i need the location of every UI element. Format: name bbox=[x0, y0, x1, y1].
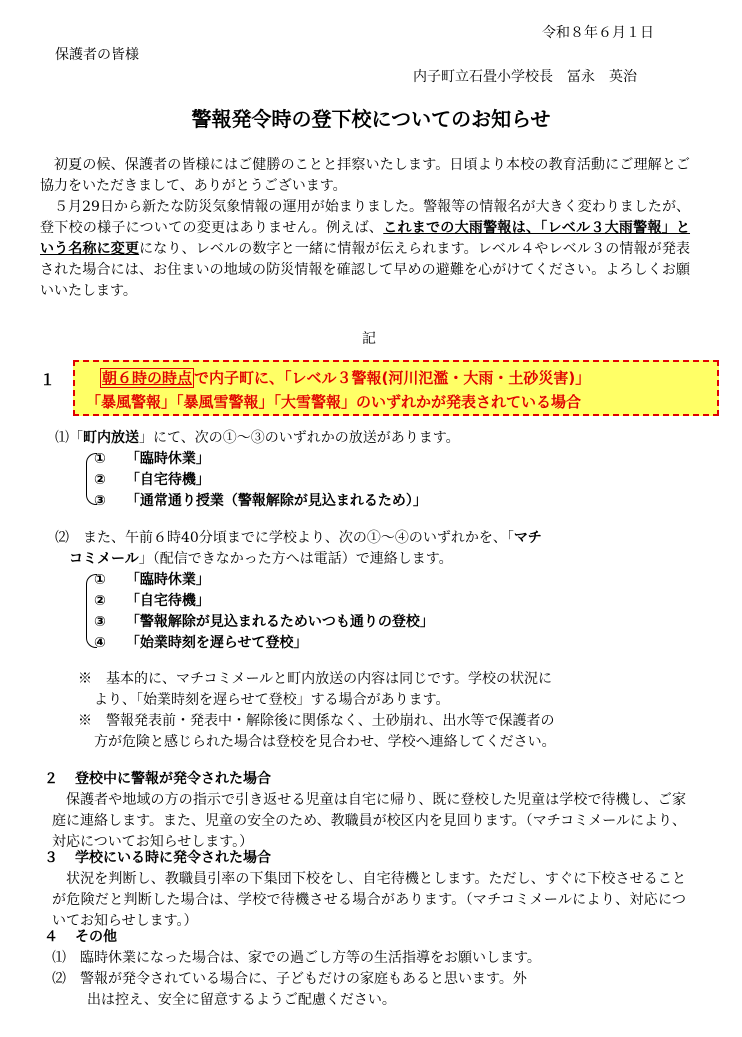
section-2-number: ２ bbox=[44, 771, 58, 787]
sub1-item bbox=[94, 449, 210, 470]
sub2-item-number: ③ bbox=[94, 614, 106, 630]
sub1-rest: 」にて、次の①～③のいずれかの放送があります。 bbox=[139, 430, 460, 446]
intro-paragraph-2 bbox=[40, 197, 690, 302]
sub1-item-text: 「臨時休業」 bbox=[125, 451, 210, 467]
note-2-line-1: ※ 警報発表前・発表中・解除後に関係なく、土砂崩れ、出水等で保護者の bbox=[78, 713, 555, 729]
note-1-line-1: ※ 基本的に、マチコミメールと町内放送の内容は同じです。学校の状況に bbox=[78, 671, 553, 687]
sub2-bold-b: コミメール bbox=[69, 551, 139, 567]
sub2-line-2 bbox=[69, 549, 453, 570]
ki-mark: 記 bbox=[362, 331, 376, 347]
section-4-number: ４ bbox=[44, 929, 58, 945]
sub2-line-1 bbox=[55, 528, 542, 549]
sub2-item bbox=[94, 570, 210, 591]
section-1-number: １ bbox=[40, 371, 56, 389]
sub2-item-text: 「自宅待機」 bbox=[125, 593, 210, 609]
sub1-label: ⑴「 bbox=[55, 430, 83, 446]
sender: 内子町立石畳小学校長 冨永 英治 bbox=[413, 69, 637, 85]
sub2-text-b: 」（配信できなかった方へは電話）で連絡します。 bbox=[138, 551, 453, 567]
sub1-item-number: ② bbox=[94, 472, 106, 488]
sub2-item-text: 「始業時刻を遅らせて登校」 bbox=[125, 635, 308, 651]
highlight-text-b: で内子町に、「レベル３警報(河川氾濫・大雨・土砂災害)」 bbox=[194, 369, 591, 387]
page-title: 警報発令時の登下校についてのお知らせ bbox=[191, 107, 551, 131]
sub1-item-text: 「自宅待機」 bbox=[125, 472, 210, 488]
section-1-highlight-line-2: 「暴風警報」「暴風雪警報」「大雪警報」のいずれかが発表されている場合 bbox=[86, 393, 582, 411]
sub2-item bbox=[94, 633, 307, 654]
section-4-item-2-line-1: ⑵ 警報が発令されている場合に、子どもだけの家庭もあると思います。外 bbox=[52, 971, 527, 987]
sub2-item bbox=[94, 591, 210, 612]
sub1-item-number: ① bbox=[94, 451, 106, 467]
sub2-item-number: ④ bbox=[94, 635, 106, 651]
date: 令和８年６月１日 bbox=[542, 25, 654, 41]
sub1-item bbox=[94, 470, 210, 491]
intro-text-c: になり、レベルの数字と一緒に情報が伝えられます。レベル４やレベル３の情報が発表された場合には、お住まいの地域の防災情報を確認して早めの避難を心がけてください。よろしくお願いいたします。 bbox=[40, 241, 690, 299]
sub1-bold: 町内放送 bbox=[83, 430, 139, 446]
intro-paragraph-1: 初夏の候、保護者の皆様にはご健勝のことと拝察いたします。日頃より本校の教育活動にご理解とご協力をいただきまして、ありがとうございます。 bbox=[40, 157, 690, 194]
section-3-number: ３ bbox=[44, 850, 58, 866]
note-1-line-2: より、「始業時刻を遅らせて登校」する場合があります。 bbox=[94, 692, 450, 708]
sub2-item bbox=[94, 612, 434, 633]
sub1-item-number: ③ bbox=[94, 493, 106, 509]
section-3-heading: 学校にいる時に発令された場合 bbox=[75, 850, 271, 866]
section-2-body: 保護者や地域の方の指示で引き返せる児童は自宅に帰り、既に登校した児童は学校で待機し、ご家庭に連絡します。また、児童の安全のため、教職員が校区内を見回ります。（マチコミメールにより、対応についてお知らせします。） bbox=[52, 792, 686, 850]
sub2-item-number: ① bbox=[94, 572, 106, 588]
sub2-text-a: ⑵ また、午前６時40分頃までに学校より、次の①～④のいずれかを、「 bbox=[55, 530, 514, 546]
section-4-heading: その他 bbox=[75, 929, 117, 945]
section-1-highlight-line-1 bbox=[100, 367, 590, 388]
intro-emphasis: これまでの大雨警報は、「レベル３大雨警報」という名称に変更 bbox=[40, 220, 691, 257]
sub2-item-number: ② bbox=[94, 593, 106, 609]
sub1-item bbox=[94, 491, 427, 512]
note-2-line-2: 方が危険と感じられた場合は登校を見合わせ、学校へ連絡してください。 bbox=[94, 734, 556, 750]
sub1-item-text: 「通常通り授業（警報解除が見込まれるため）」 bbox=[125, 493, 427, 509]
section-4-item-2-line-2: 出は控え、安全に留意するようご配慮ください。 bbox=[87, 992, 396, 1008]
section-2-heading: 登校中に警報が発令された場合 bbox=[75, 771, 271, 787]
sub2-bold-a: マチ bbox=[513, 530, 542, 546]
recipient: 保護者の皆様 bbox=[55, 47, 139, 63]
intro-text-a: ５月29日から新たな防災気象情報の運用が始まりました。警報等の情報名が大きく変わりましたが、登下校の様子についての変更はありません。例えば、 bbox=[40, 199, 690, 236]
highlight-time: 朝６時の時点 bbox=[102, 369, 193, 387]
section-4-item-1: ⑴ 臨時休業になった場合は、家での過ごし方等の生活指導をお願いします。 bbox=[52, 950, 541, 966]
sub2-item-text: 「警報解除が見込まれるためいつも通りの登校」 bbox=[125, 614, 434, 630]
sub2-item-text: 「臨時休業」 bbox=[125, 572, 210, 588]
sub1-heading bbox=[55, 428, 460, 449]
section-3-body: 状況を判断し、教職員引率の下集団下校をし、自宅待機とします。ただし、すぐに下校させることが危険だと判断した場合は、学校で待機させる場合があります。（マチコミメールにより、対応についてお知らせします。） bbox=[52, 871, 686, 929]
